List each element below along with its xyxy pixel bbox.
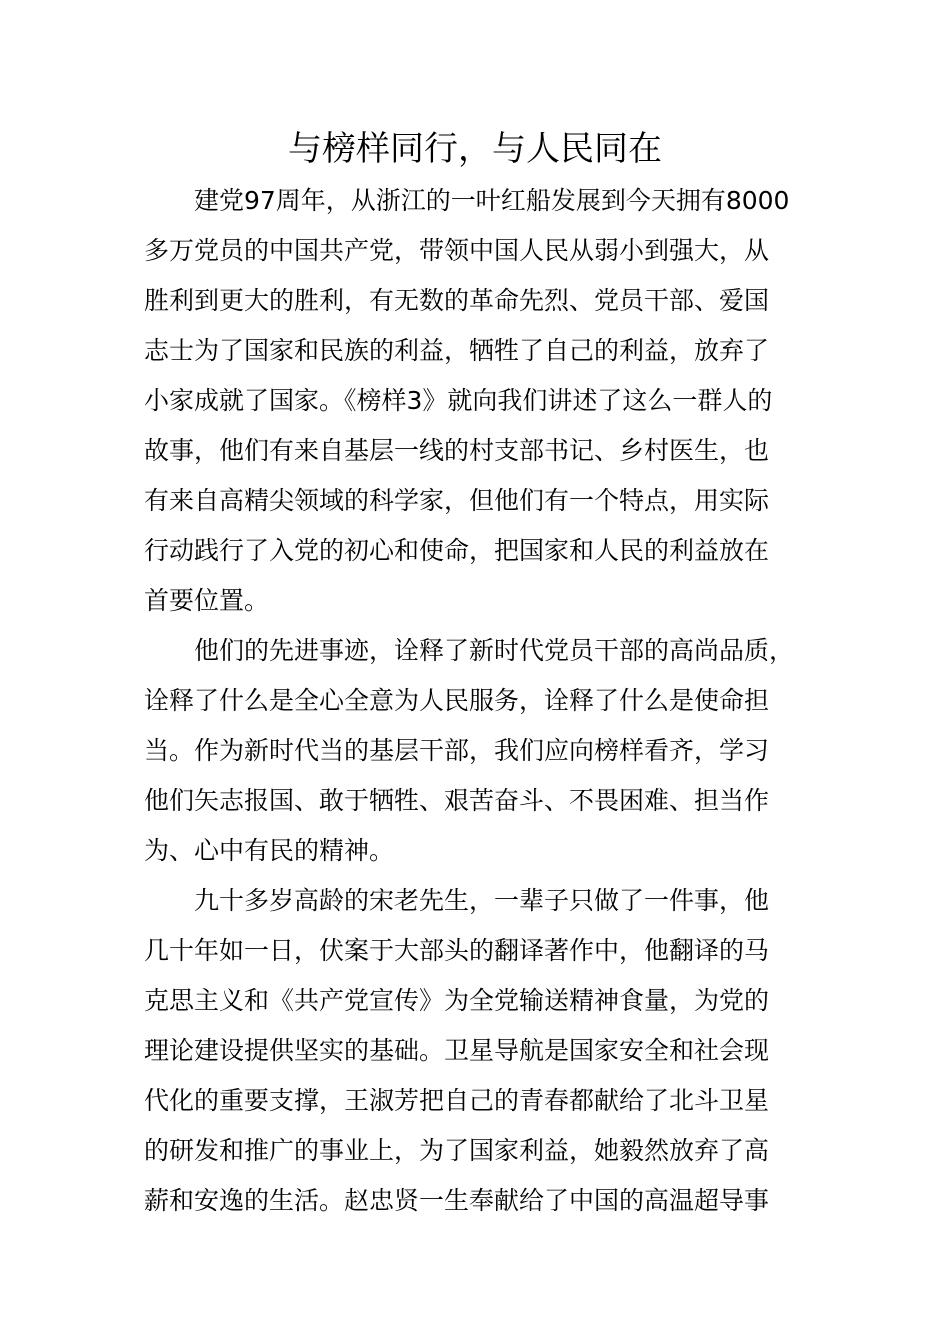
paragraph-line: 志士为了国家和民族的利益，牺牲了自己的利益，放弃了 — [144, 336, 770, 365]
paragraph-line: 九十多岁高龄的宋老先生，一辈子只做了一件事，他 — [194, 886, 770, 915]
paragraph-line: 他们的先进事迹，诠释了新时代党员干部的高尚品质， — [194, 636, 795, 665]
paragraph-line: 几十年如一日，伏案于大部头的翻译著作中，他翻译的马 — [144, 936, 770, 965]
paragraph-line: 首要位置。 — [144, 586, 270, 615]
paragraph-line: 小家成就了国家。《榜样3》就向我们讲述了这么一群人的 — [144, 386, 773, 415]
paragraph-line: 为、心中有民的精神。 — [144, 836, 395, 865]
document-body — [144, 176, 814, 1226]
paragraph-line: 多万党员的中国共产党，带领中国人民从弱小到强大，从 — [144, 236, 770, 265]
paragraph-line: 代化的重要支撑，王淑芳把自己的青春都献给了北斗卫星 — [144, 1086, 770, 1115]
paragraph-line: 薪和安逸的生活。赵忠贤一生奉献给了中国的高温超导事 — [144, 1186, 770, 1215]
paragraph-3 — [144, 876, 814, 1226]
paragraph-line: 行动践行了入党的初心和使命，把国家和人民的利益放在 — [144, 536, 770, 565]
paragraph-1 — [144, 176, 814, 626]
paragraph-2 — [144, 626, 814, 876]
paragraph-line: 胜利到更大的胜利，有无数的革命先烈、党员干部、爱国 — [144, 286, 770, 315]
paragraph-line: 故事，他们有来自基层一线的村支部书记、乡村医生，也 — [144, 436, 770, 465]
paragraph-line: 诠释了什么是全心全意为人民服务，诠释了什么是使命担 — [144, 686, 770, 715]
document-title: 与榜样同行，与人民同在 — [288, 129, 662, 169]
paragraph-line: 的研发和推广的事业上，为了国家利益，她毅然放弃了高 — [144, 1136, 770, 1165]
paragraph-line: 有来自高精尖领域的科学家，但他们有一个特点，用实际 — [144, 486, 770, 515]
paragraph-line: 当。作为新时代当的基层干部，我们应向榜样看齐，学习 — [144, 736, 770, 765]
paragraph-line: 克思主义和《共产党宣传》为全党输送精神食量，为党的 — [144, 986, 770, 1015]
paragraph-line: 理论建设提供坚实的基础。卫星导航是国家安全和社会现 — [144, 1036, 770, 1065]
paragraph-line: 他们矢志报国、敢于牺牲、艰苦奋斗、不畏困难、担当作 — [144, 786, 770, 815]
paragraph-line: 建党97周年，从浙江的一叶红船发展到今天拥有8000 — [194, 186, 790, 215]
